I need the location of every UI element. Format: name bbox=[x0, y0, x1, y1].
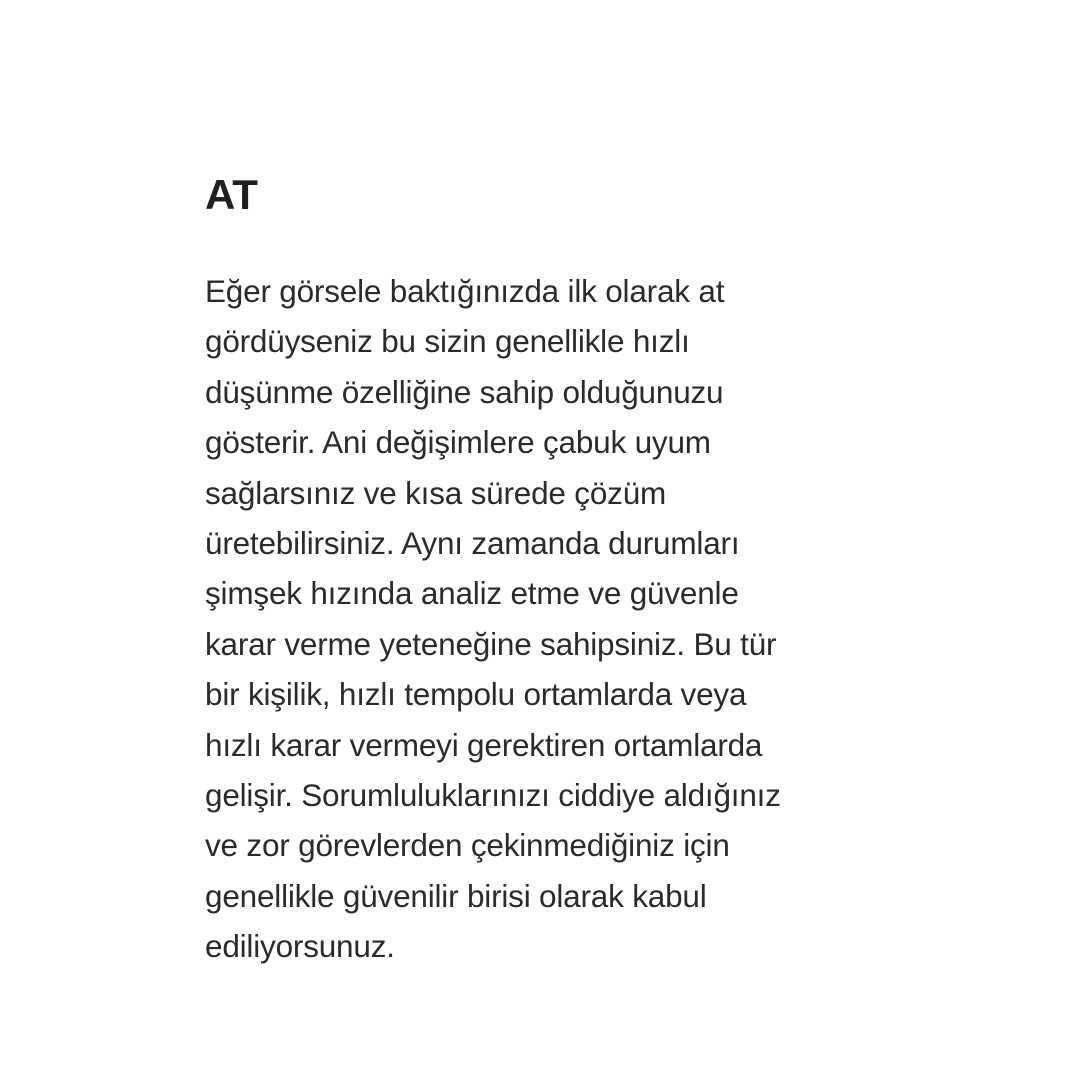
body-line: sağlarsınız ve kısa sürede çözüm bbox=[205, 474, 667, 511]
body-line: hızlı karar vermeyi gerektiren ortamlarda bbox=[205, 726, 763, 763]
body-line: üretebilirsiniz. Aynı zamanda durumları bbox=[205, 525, 740, 562]
body-line: şimşek hızında analiz etme ve güvenle bbox=[205, 575, 739, 612]
body-line: gösterir. Ani değişimlere çabuk uyum bbox=[205, 424, 711, 461]
body-line: karar verme yeteneğine sahipsiniz. Bu tür bbox=[205, 625, 777, 662]
article-body bbox=[205, 266, 905, 972]
body-line: genellikle güvenilir birisi olarak kabul bbox=[205, 877, 707, 914]
body-line: ve zor görevlerden çekinmediğiniz için bbox=[205, 827, 730, 864]
body-line: ediliyorsunuz. bbox=[205, 928, 395, 965]
article-card bbox=[205, 170, 905, 972]
body-line: gelişir. Sorumluluklarınızı ciddiye aldığınız bbox=[205, 777, 781, 814]
body-line: bir kişilik, hızlı tempolu ortamlarda veya bbox=[205, 676, 747, 713]
body-line: gördüyseniz bu sizin genellikle hızlı bbox=[205, 323, 690, 360]
body-line: düşünme özelliğine sahip olduğunuzu bbox=[205, 373, 724, 410]
body-line: Eğer görsele baktığınızda ilk olarak at bbox=[205, 273, 725, 309]
article-title: AT bbox=[205, 171, 258, 218]
